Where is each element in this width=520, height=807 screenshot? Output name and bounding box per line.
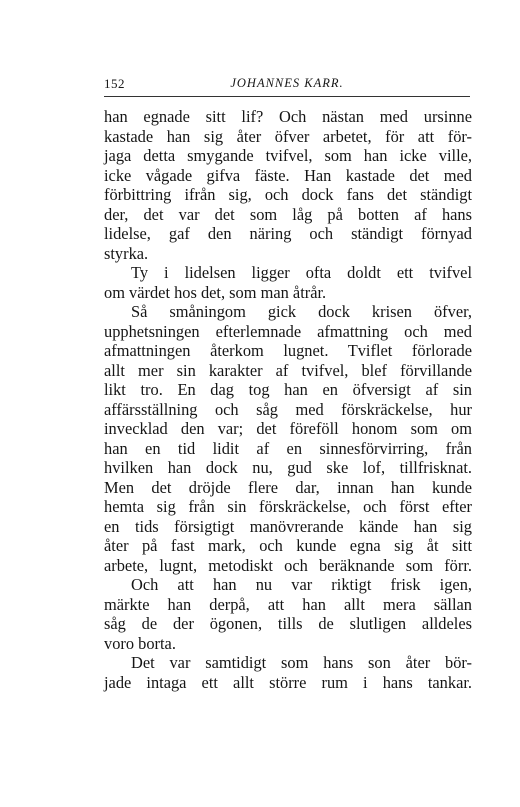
text-line: hvilken han dock nu, gud ske lof, tillfrisknat. <box>104 458 472 477</box>
text-line: styrka. <box>104 243 149 263</box>
text-line: voro borta. <box>104 633 176 653</box>
header-rule <box>104 96 470 97</box>
text-line: afmattningen återkom lugnet. Tviflet förlorade <box>104 341 472 360</box>
text-line: icke vågade gifva fäste. Han kastade det med <box>104 165 472 185</box>
text-line: Det var samtidigt som hans son åter bör- <box>131 653 472 672</box>
text-line: kastade han sig åter öfver arbetet, för att för- <box>104 126 472 146</box>
text-line: en tids försigtigt manövrerande kände han sig <box>104 516 472 536</box>
text-line: såg de der ögonen, tills de slutligen alldeles <box>104 614 472 633</box>
text-line: invecklad den var; det föreföll honom som om <box>104 419 472 438</box>
text-line: Men det dröjde flere dar, innan han kunde <box>104 477 472 497</box>
text-line: allt mer sin karakter af tvifvel, blef förvillande <box>104 360 472 380</box>
text-line: förbittring ifrån sig, och dock fans det ständigt <box>104 185 472 204</box>
text-line: jaga detta smygande tvifvel, som han icke ville, <box>104 146 472 165</box>
text-line: upphetsningen efterlemnade afmattning och med <box>104 321 472 341</box>
text-line: Så småningom gick dock krisen öfver, <box>131 302 472 321</box>
text-line: om värdet hos det, som man åtrår. <box>104 282 327 302</box>
text-line: han en tid lidit af en sinnesförvirring, från <box>104 438 472 458</box>
text-line: lidelse, gaf den näring och ständigt förnyad <box>104 224 472 243</box>
text-line: märkte han derpå, att han allt mera sällan <box>104 594 472 614</box>
text-line: åter på fast mark, och kunde egna sig åt sitt <box>104 536 472 555</box>
body-text <box>104 107 472 692</box>
text-line: han egnade sitt lif? Och nästan med ursinne <box>104 107 472 126</box>
text-line: Och att han nu var riktigt frisk igen, <box>131 575 472 594</box>
running-title: JOHANNES KARR. <box>230 76 344 90</box>
text-line: hemta sig från sin förskräckelse, och först efter <box>104 497 472 516</box>
text-line: arbete, lugnt, metodiskt och beräknande som förr. <box>104 555 472 575</box>
running-head <box>104 76 470 96</box>
text-line: Ty i lidelsen ligger ofta doldt ett tvifvel <box>131 263 472 282</box>
page-number: 152 <box>104 76 125 91</box>
text-line: jade intaga ett allt större rum i hans tankar. <box>104 672 472 692</box>
text-line: der, det var det som låg på botten af hans <box>104 204 472 224</box>
text-line: affärsställning och såg med förskräckelse, hur <box>104 399 472 419</box>
text-line: likt tro. En dag tog han en öfversigt af sin <box>104 380 472 399</box>
